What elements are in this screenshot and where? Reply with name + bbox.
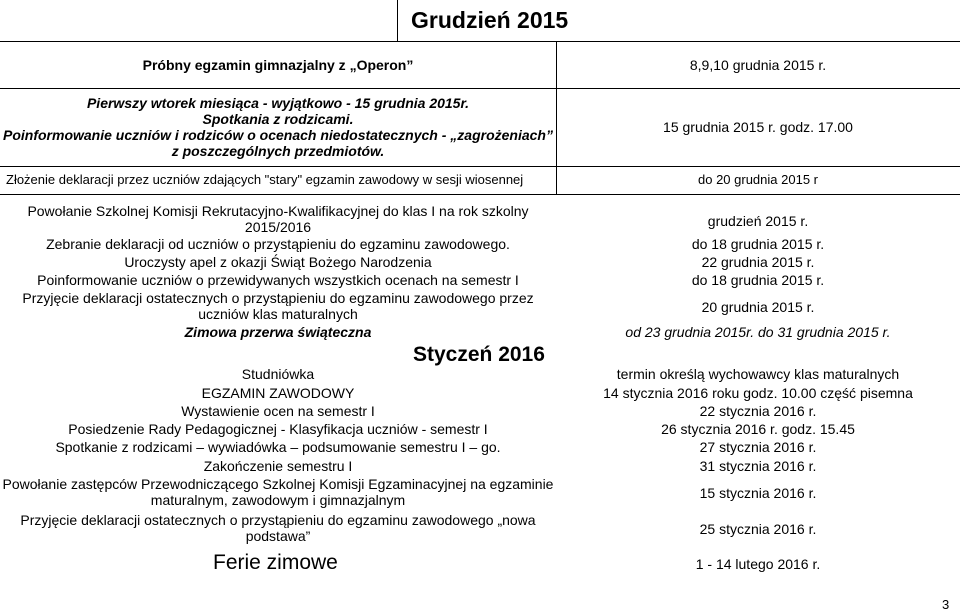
page-number: 3	[942, 597, 950, 612]
month-title-december: Grudzień 2015	[411, 7, 569, 33]
row-divider	[0, 194, 960, 195]
event-pierwszy-wtorek: Pierwszy wtorek miesiąca - wyjątkowo - 15 grudnia 2015r.	[86, 95, 470, 111]
event-deklaracje-nowa-podstawa: Przyjęcie deklaracji ostatecznych o przystąpieniu do egzaminu zawodowego „nowa	[20, 512, 536, 528]
event-egzamin-zawodowy: EGZAMIN ZAWODOWY	[201, 385, 355, 401]
event-zebranie-deklaracji: Zebranie deklaracji od uczniów o przystąpieniu do egzaminu zawodowego.	[46, 236, 510, 252]
month-title-january: Styczeń 2016	[413, 343, 545, 366]
row-divider	[0, 166, 960, 167]
date-ferie-zimowe: 1 - 14 lutego 2016 r.	[695, 556, 821, 572]
event-wywiadowka: Spotkanie z rodzicami – wywiadówka – podsumowanie semestru I – go.	[55, 439, 501, 455]
date-deklaracje-stary-egzamin: do 20 grudnia 2015 r	[698, 172, 818, 187]
event-ferie-zimowe: Ferie zimowe	[213, 551, 338, 574]
date-apel-swiateczny: 22 grudnia 2015 r.	[701, 254, 815, 270]
event-deklaracje-ostateczne: Przyjęcie deklaracji ostatecznych o przystąpieniu do egzaminu zawodowego przez	[22, 290, 534, 306]
title-cell-left-border	[397, 0, 398, 41]
event-studniowka: Studniówka	[241, 366, 315, 382]
date-probny-egzamin: 8,9,10 grudnia 2015 r.	[689, 57, 827, 73]
event-apel-swiateczny: Uroczysty apel z okazji Świąt Bożego Narodzenia	[124, 254, 432, 270]
date-studniowka: termin określą wychowawcy klas maturalnych	[616, 366, 900, 382]
event-deklaracje-podstawa: podstawa”	[245, 528, 311, 544]
date-deklaracje-ostateczne: 20 grudnia 2015 r.	[701, 299, 815, 315]
date-zebranie-deklaracji: do 18 grudnia 2015 r.	[691, 236, 825, 252]
date-wystawienie-ocen: 22 stycznia 2016 r.	[699, 403, 817, 419]
date-wywiadowka: 27 stycznia 2016 r.	[699, 439, 817, 455]
event-przerwa-swiateczna: Zimowa przerwa świąteczna	[184, 324, 372, 340]
event-probny-egzamin: Próbny egzamin gimnazjalny z „Operon”	[142, 57, 414, 73]
date-egzamin-zawodowy: 14 stycznia 2016 roku godz. 10.00 część pisemna	[603, 385, 913, 401]
event-deklaracje-stary-egzamin: Złożenie deklaracji przez uczniów zdających "stary" egzamin zawodowy w sesji wiosennej	[6, 172, 524, 187]
event-deklaracje-maturalne: uczniów klas maturalnych	[198, 306, 358, 322]
date-rada-pedagogiczna: 26 stycznia 2016 r. godz. 15.45	[661, 421, 855, 437]
event-spotkania-rodzice: Spotkania z rodzicami.	[202, 111, 354, 127]
event-przewidywane-oceny: Poinformowanie uczniów o przewidywanych wszystkich ocenach na semestr I	[37, 272, 519, 288]
date-zakonczenie-semestru: 31 stycznia 2016 r.	[699, 458, 817, 474]
date-przerwa-swiateczna: od 23 grudnia 2015r. do 31 grudnia 2015 r.	[625, 324, 891, 340]
row-divider	[0, 88, 960, 89]
date-przewidywane-oceny: do 18 grudnia 2015 r.	[691, 272, 825, 288]
event-poinformowanie-zagrozenia: Poinformowanie uczniów i rodziców o ocenach niedostatecznych - „zagrożeniach”	[3, 127, 553, 143]
date-deklaracje-nowa-podstawa: 25 stycznia 2016 r.	[699, 521, 817, 537]
date-komisja-rekrutacyjna: grudzień 2015 r.	[707, 213, 809, 229]
event-rada-pedagogiczna: Posiedzenie Rady Pedagogicznej - Klasyfikacja uczniów - semestr I	[68, 421, 488, 437]
event-komisja-rok: 2015/2016	[244, 219, 312, 235]
event-komisja-rekrutacyjna: Powołanie Szkolnej Komisji Rekrutacyjno-Kwalifikacyjnej do klas I na rok szkolny	[27, 203, 529, 219]
event-zastepcy-komisji: Powołanie zastępców Przewodniczącego Szkolnej Komisji Egzaminacyjnej na egzaminie	[2, 476, 554, 492]
event-wystawienie-ocen: Wystawienie ocen na semestr I	[181, 403, 375, 419]
event-zastepcy-egzaminy: maturalnym, zawodowym i gimnazjalnym	[150, 492, 406, 508]
event-zakonczenie-semestru: Zakończenie semestru I	[203, 458, 353, 474]
row-divider	[0, 41, 960, 42]
event-przedmioty: z poszczególnych przedmiotów.	[171, 143, 385, 159]
date-spotkania: 15 grudnia 2015 r. godz. 17.00	[663, 119, 853, 135]
date-zastepcy-komisji: 15 stycznia 2016 r.	[699, 485, 817, 501]
